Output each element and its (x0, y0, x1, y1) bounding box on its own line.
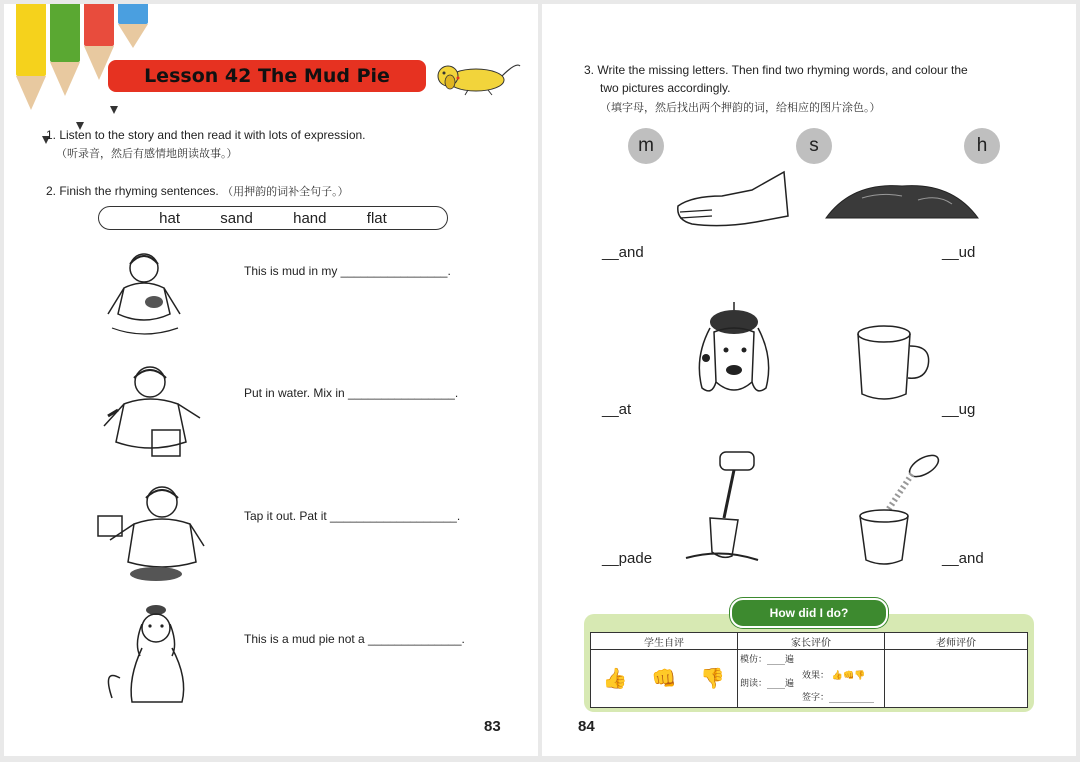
blue-pencil-icon (118, 4, 148, 48)
letter-h-circle: h (964, 128, 1000, 164)
instruction-3-line1: 3. Write the missing letters. Then find two rhyming words, and colour the (584, 63, 968, 77)
word-bank-item: hand (293, 209, 327, 227)
bucket-sand-illustration (852, 452, 948, 570)
word-sand-blank: __and (942, 550, 984, 567)
header-teacher: 老师评价 (885, 633, 1028, 650)
word-mud-blank: __ud (942, 244, 976, 261)
word-hat-blank: __at (602, 401, 632, 418)
word-mug-blank: __ug (942, 401, 976, 418)
header-student-self: 学生自评 (591, 633, 738, 650)
instruction-2-cn: （用押韵的词补全句子。） (222, 185, 349, 198)
word-spade-blank: __pade (602, 550, 653, 567)
child-mixing-bucket-illustration (88, 356, 218, 466)
word-bank-item: flat (366, 209, 387, 227)
mud-pile-illustration (822, 172, 982, 228)
parent-effect-row (802, 668, 866, 681)
dog-with-mud-hat-illustration (98, 598, 208, 712)
page-number-left: 83 (484, 718, 501, 735)
spade-illustration (682, 448, 762, 570)
evaluation-title: How did I do? (769, 606, 849, 620)
parent-read: 朗读：____遍 (740, 679, 795, 690)
parent-effect-label: 效果： (802, 671, 830, 682)
thumbs-up-icon[interactable]: 👍 (602, 668, 628, 691)
child-mud-hands-illustration (94, 244, 194, 344)
right-page (542, 4, 1076, 756)
sentence-3: Tap it out. Pat it ___________________. (244, 509, 461, 523)
header-parent: 家长评价 (738, 633, 885, 650)
sentence-2: Put in water. Mix in ________________. (244, 386, 459, 400)
sentence-4: This is a mud pie not a ______________. (244, 632, 465, 646)
instruction-1-cn: （听录音，然后有感情地朗读故事。） (56, 147, 238, 160)
word-bank-item: sand (220, 209, 253, 227)
green-pencil-icon (50, 4, 80, 96)
sentence-1: This is mud in my ________________. (244, 264, 451, 278)
thumbs-sideways-icon[interactable]: 👊 (651, 668, 677, 691)
child-tapping-pie-illustration (84, 476, 214, 586)
instruction-3-cn: （填字母，然后找出两个押韵的词，给相应的图片涂色。） (600, 101, 881, 114)
instruction-1: 1. Listen to the story and then read it with lots of expression. (46, 128, 366, 142)
mug-illustration (852, 322, 932, 404)
hand-illustration (672, 166, 792, 232)
word-bank-item: hat (159, 209, 180, 227)
left-page (4, 4, 538, 756)
dog-with-hat-illustration (692, 298, 776, 412)
thumbs-down-icon[interactable]: 👎 (700, 668, 726, 691)
lesson-title-banner (108, 60, 426, 92)
student-self-cell (591, 650, 738, 708)
evaluation-title-pill (730, 598, 888, 628)
letter-m-circle: m (628, 128, 664, 164)
page-number-right: 84 (578, 718, 595, 735)
evaluation-table (590, 632, 1028, 708)
instruction-2 (46, 183, 349, 199)
parent-imitate: 模仿：____遍 (740, 655, 795, 666)
yellow-pencil-icon (16, 4, 46, 110)
parent-sign: 签字：__________ (802, 693, 875, 704)
letter-s-circle: s (796, 128, 832, 164)
word-hand-blank: __and (602, 244, 644, 261)
instruction-2-en: 2. Finish the rhyming sentences. (46, 184, 219, 198)
teacher-cell (885, 650, 1028, 708)
lesson-title: Lesson 42 The Mud Pie (144, 65, 390, 87)
effect-thumbs-icons[interactable]: 👍👊👎 (831, 671, 866, 682)
word-bank (98, 206, 448, 230)
parent-cell (738, 650, 885, 708)
instruction-3-line2: two pictures accordingly. (600, 81, 731, 95)
yellow-dog-icon (428, 56, 524, 96)
